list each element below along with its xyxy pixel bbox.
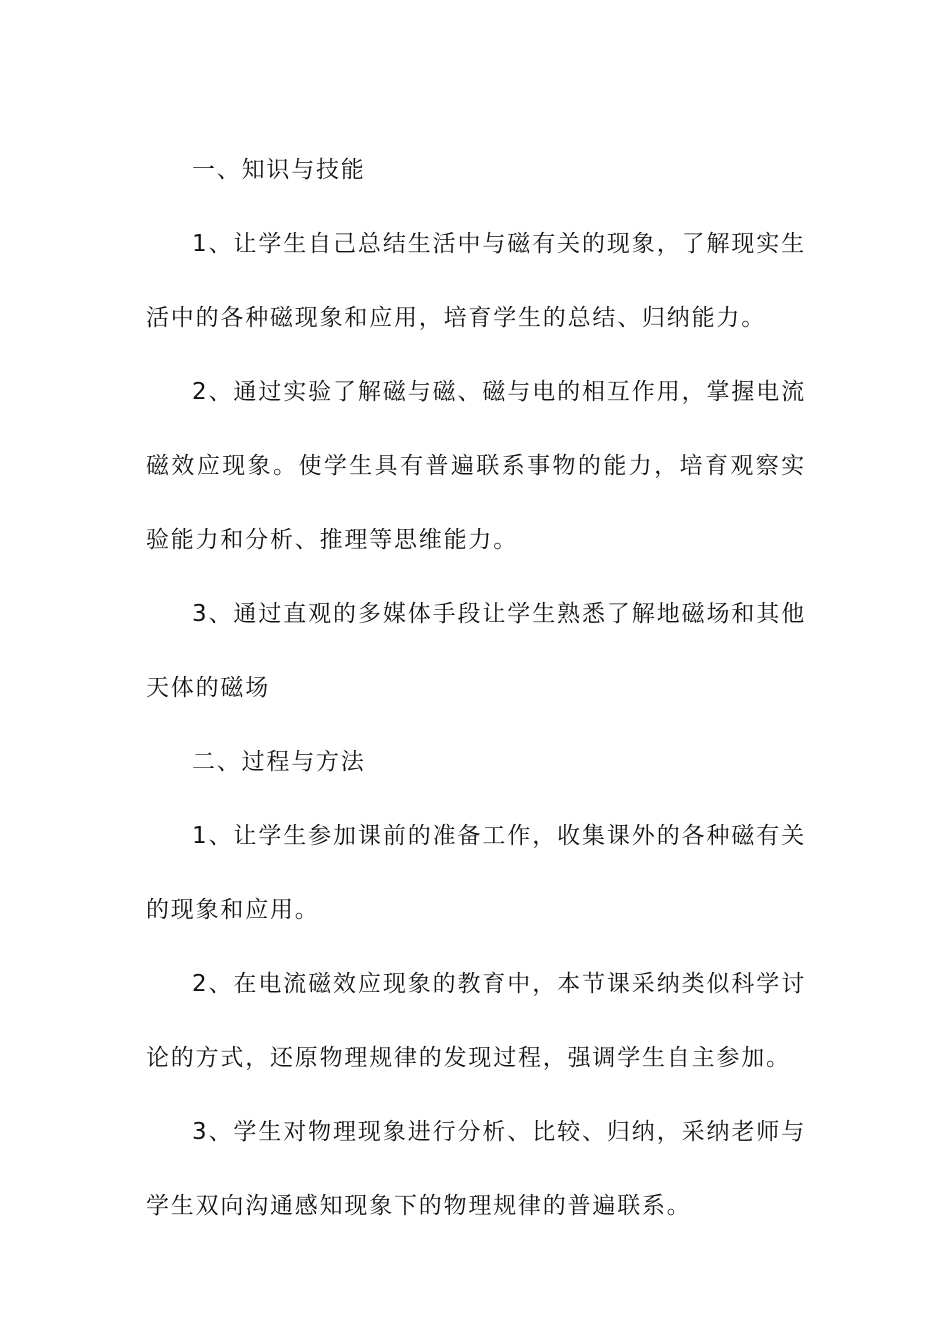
paragraph-item-4: 1、让学生参加课前的准备工作，收集课外的各种磁有关的现象和应用。 — [146, 823, 806, 923]
paragraph-item-3: 3、通过直观的多媒体手段让学生熟悉了解地磁场和其他天体的磁场 — [146, 601, 806, 701]
paragraph-item-1: 1、让学生自己总结生活中与磁有关的现象，了解现实生活中的各种磁现象和应用，培育学生的总结、归纳能力。 — [146, 231, 806, 331]
section-heading-knowledge-skills: 一、知识与技能 — [192, 157, 366, 183]
paragraph-item-2: 2、通过实验了解磁与磁、磁与电的相互作用，掌握电流磁效应现象。使学生具有普遍联系事物的能力，培育观察实验能力和分析、推理等思维能力。 — [146, 379, 806, 553]
document-body — [146, 133, 806, 1243]
section-heading-process-methods: 二、过程与方法 — [192, 749, 366, 775]
paragraph-item-6: 3、学生对物理现象进行分析、比较、归纳，采纳老师与学生双向沟通感知现象下的物理规律的普遍联系。 — [146, 1119, 806, 1219]
paragraph-item-5: 2、在电流磁效应现象的教育中，本节课采纳类似科学讨论的方式，还原物理规律的发现过程，强调学生自主参加。 — [146, 971, 806, 1071]
